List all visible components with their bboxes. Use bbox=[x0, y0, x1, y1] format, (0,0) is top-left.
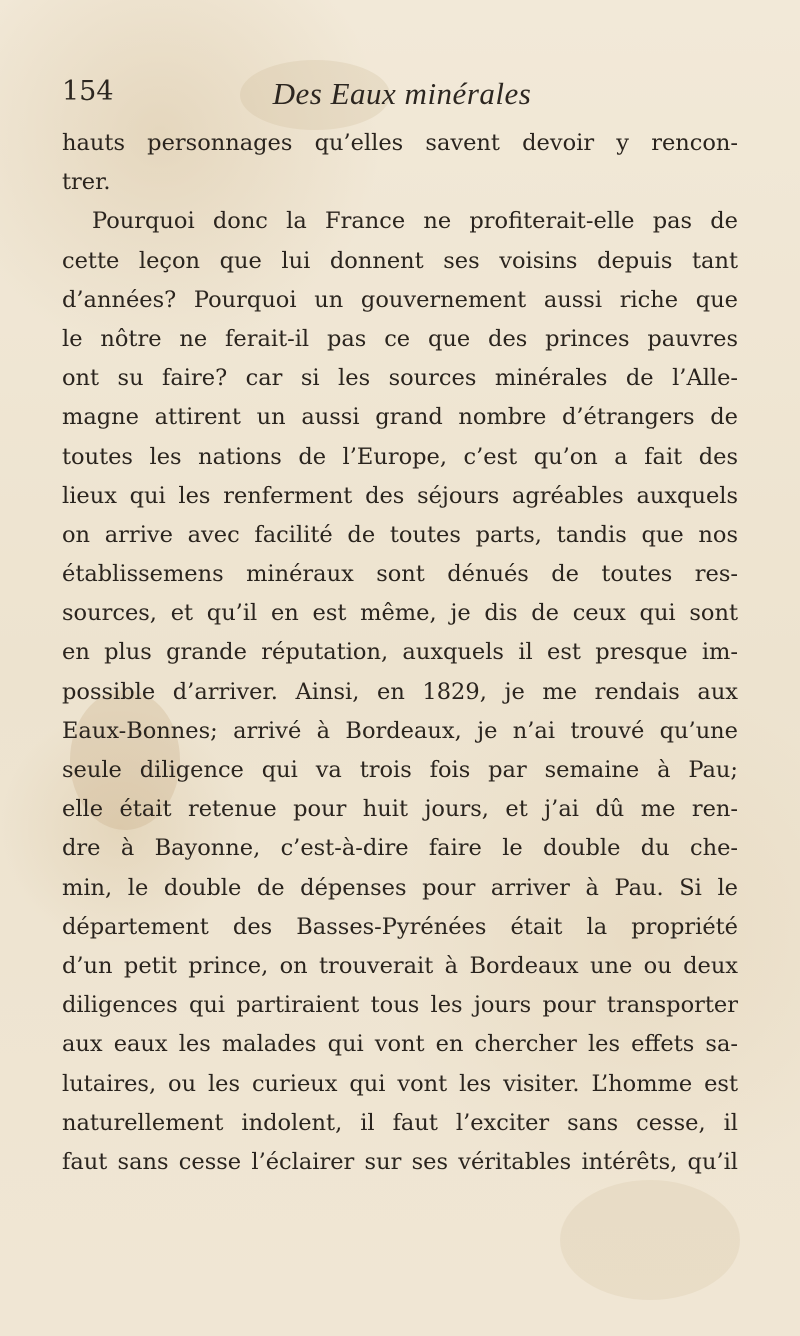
page-header bbox=[62, 72, 742, 116]
text-line: le nôtre ne ferait-il pas ce que des princes pauvres bbox=[62, 325, 738, 352]
text-line: on arrive avec facilité de toutes parts, tandis que nos bbox=[62, 521, 738, 548]
text-line: min, le double de dépenses pour arriver à Pau. Si le bbox=[62, 874, 738, 901]
text-line: lutaires, ou les curieux qui vont les visiter. L’homme est bbox=[62, 1070, 738, 1097]
text-line: lieux qui les renferment des séjours agréables auxquels bbox=[62, 482, 738, 509]
text-line: cette leçon que lui donnent ses voisins depuis tant bbox=[62, 247, 738, 274]
text-line: dre à Bayonne, c’est-à-dire faire le double du che- bbox=[62, 835, 738, 862]
text-line: département des Basses-Pyrénées était la propriété bbox=[62, 913, 738, 940]
text-line: Eaux-Bonnes; arrivé à Bordeaux, je n’ai trouvé qu’une bbox=[62, 717, 738, 744]
text-line: faut sans cesse l’éclairer sur ses véritables intérêts, qu’il bbox=[62, 1148, 738, 1175]
text-line: sources, et qu’il en est même, je dis de ceux qui sont bbox=[62, 600, 738, 627]
text-line: toutes les nations de l’Europe, c’est qu’on a fait des bbox=[62, 443, 738, 470]
text-line: aux eaux les malades qui vont en chercher les effets sa- bbox=[62, 1031, 738, 1058]
running-head: Des Eaux minérales bbox=[272, 76, 532, 111]
text-line: d’un petit prince, on trouverait à Bordeaux une ou deux bbox=[62, 952, 738, 979]
text-line: magne attirent un aussi grand nombre d’étrangers de bbox=[62, 404, 738, 431]
body-text bbox=[62, 124, 738, 1182]
page-number: 154 bbox=[62, 76, 114, 107]
text-line: elle était retenue pour huit jours, et j’ai dû me ren- bbox=[62, 796, 738, 823]
text-line: possible d’arriver. Ainsi, en 1829, je me rendais aux bbox=[62, 678, 738, 705]
text-line: d’années? Pourquoi un gouvernement aussi riche que bbox=[62, 286, 738, 313]
paper-stain bbox=[560, 1180, 740, 1300]
text-line: diligences qui partiraient tous les jours pour transporter bbox=[62, 992, 738, 1019]
text-line: ont su faire? car si les sources minérales de l’Alle- bbox=[62, 365, 738, 392]
text-line: établissemens minéraux sont dénués de toutes res- bbox=[62, 561, 738, 588]
text-line: trer. bbox=[62, 169, 111, 196]
text-line: Pourquoi donc la France ne profiterait-elle pas de bbox=[92, 208, 738, 235]
text-line: en plus grande réputation, auxquels il est presque im- bbox=[62, 639, 738, 666]
text-line: seule diligence qui va trois fois par semaine à Pau; bbox=[62, 757, 738, 783]
text-line: hauts personnages qu’elles savent devoir y rencon- bbox=[62, 130, 738, 156]
text-line: naturellement indolent, il faut l’exciter sans cesse, il bbox=[62, 1109, 738, 1136]
